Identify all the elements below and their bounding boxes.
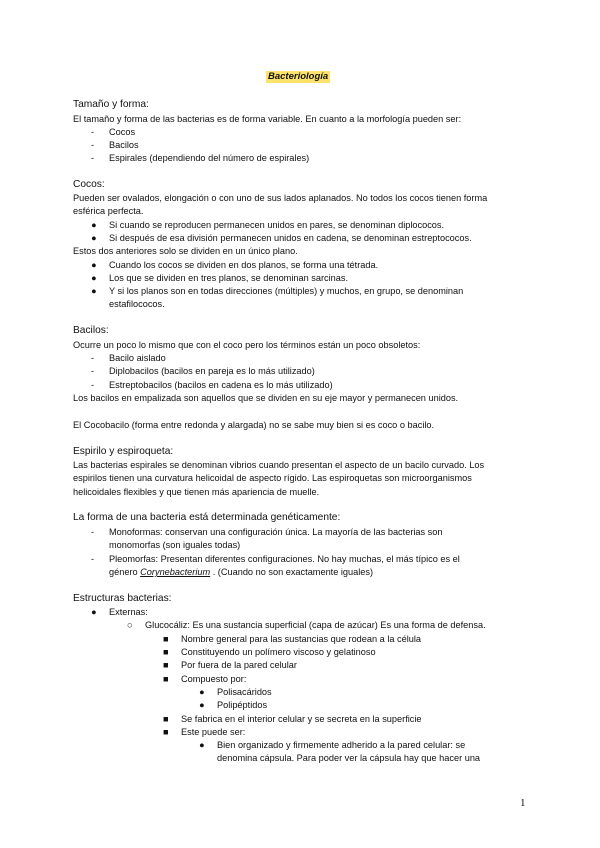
list-item-continuation: monomorfas (son iguales todas) [109,540,241,550]
paragraph: Estos dos anteriores solo se dividen en un único plano. [73,246,298,256]
square-marker: ■ [163,674,169,684]
heading-cocos: Cocos: [73,179,105,190]
dash-marker: - [91,527,95,537]
paragraph: Los bacilos en empalizada son aquellos que se dividen en su eje mayor y permanecen unidos. [73,393,459,403]
list-item: Compuesto por: [181,674,247,684]
heading-espirilo: Espirilo y espiroqueta: [73,446,174,457]
bullet-marker: ● [91,286,97,296]
paragraph: espirilos tienen una curvatura helicoidal de aspecto rígido. Las espiroquetas son microorganismos [73,473,472,483]
list-item-continuation: estafilococos. [109,299,165,309]
dash-marker: - [91,380,95,390]
list-item: Nombre general para las sustancias que rodean a la célula [181,634,422,644]
heading-bacilos: Bacilos: [73,325,109,336]
list-item: Y si los planos son en todas direcciones (múltiples) y muchos, en grupo, se denominan [109,286,464,296]
list-item: Diplobacilos (bacilos en pareja es lo más utilizado) [109,366,315,376]
list-item: Espirales (dependiendo del número de espirales) [109,153,310,163]
list-item: Bien organizado y firmemente adherido a la pared celular: se [217,740,466,750]
dash-marker: - [91,554,95,564]
dash-marker: - [91,140,95,150]
list-item: Este puede ser: [181,727,246,737]
list-item: Bacilos [109,140,139,150]
paragraph: esférica perfecta. [73,206,144,216]
circle-marker: ○ [127,620,133,630]
list-item: Polisacáridos [217,687,272,697]
list-item: Si cuando se reproducen permanecen unidos en pares, se denominan diplococos. [109,220,445,230]
paragraph: El tamaño y forma de las bacterias es de forma variable. En cuanto a la morfología pueden ser: [73,114,462,124]
list-item-continuation [109,566,373,578]
page-number: 1 [520,797,526,809]
heading-estructuras: Estructuras bacterias: [73,593,172,604]
list-item: Monoformas: conservan una configuración única. La mayoría de las bacterias son [109,527,443,537]
heading-forma-genetica: La forma de una bacteria está determinada genéticamente: [73,512,341,523]
list-item: Cocos [109,127,136,137]
bullet-marker: ● [199,687,205,697]
paragraph: Ocurre un poco lo mismo que con el coco pero los términos están un poco obsoletos: [73,340,421,350]
genus-name: Corynebacterium [140,567,211,577]
text-segment: género [109,567,141,577]
list-item: Los que se dividen en tres planos, se denominan sarcinas. [109,273,349,283]
paragraph: Las bacterias espirales se denominan vibrios cuando presentan el aspecto de un bacilo curvado. Los [73,460,485,470]
bullet-marker: ● [91,260,97,270]
list-item: Pleomorfas: Presentan diferentes configuraciones. No hay muchas, el más típico es el [109,554,460,564]
bullet-marker: ● [91,607,97,617]
list-item: Si después de esa división permanecen unidos en cadena, se denominan estreptococos. [109,233,472,243]
bullet-marker: ● [91,220,97,230]
dash-marker: - [91,127,95,137]
list-item: Se fabrica en el interior celular y se secreta en la superficie [181,714,422,724]
bullet-marker: ● [199,700,205,710]
square-marker: ■ [163,714,169,724]
list-item: Constituyendo un polímero viscoso y gelatinoso [181,647,376,657]
bullet-marker: ● [91,233,97,243]
dash-marker: - [91,353,95,363]
document-title: Bacteriología [268,71,329,82]
square-marker: ■ [163,727,169,737]
paragraph: helicoidales flexibles y que tienen más apariencia de muelle. [73,487,320,497]
dash-marker: - [91,153,95,163]
list-item: Polipéptidos [217,700,268,710]
list-item-continuation: denomina cápsula. Para poder ver la cápsula hay que hacer una [217,753,481,763]
text-segment: . (Cuando no son exactamente iguales) [210,567,374,577]
list-item: Estreptobacilos (bacilos en cadena es lo más utilizado) [109,380,333,390]
paragraph: El Cocobacilo (forma entre redonda y alargada) no se sabe muy bien si es coco o bacilo. [73,420,435,430]
list-item: Bacilo aislado [109,353,166,363]
square-marker: ■ [163,647,169,657]
list-item: Por fuera de la pared celular [181,660,297,670]
bullet-marker: ● [199,740,205,750]
list-item: Glucocáliz: Es una sustancia superficial (capa de azúcar) Es una forma de defensa. [145,620,486,630]
bullet-marker: ● [91,273,97,283]
dash-marker: - [91,366,95,376]
list-item: Externas: [109,607,148,617]
square-marker: ■ [163,660,169,670]
paragraph: Pueden ser ovalados, elongación o con uno de sus lados aplanados. No todos los cocos tienen forma [73,193,488,203]
heading-tamano: Tamaño y forma: [73,99,149,110]
square-marker: ■ [163,634,169,644]
list-item: Cuando los cocos se dividen en dos planos, se forma una tétrada. [109,260,379,270]
